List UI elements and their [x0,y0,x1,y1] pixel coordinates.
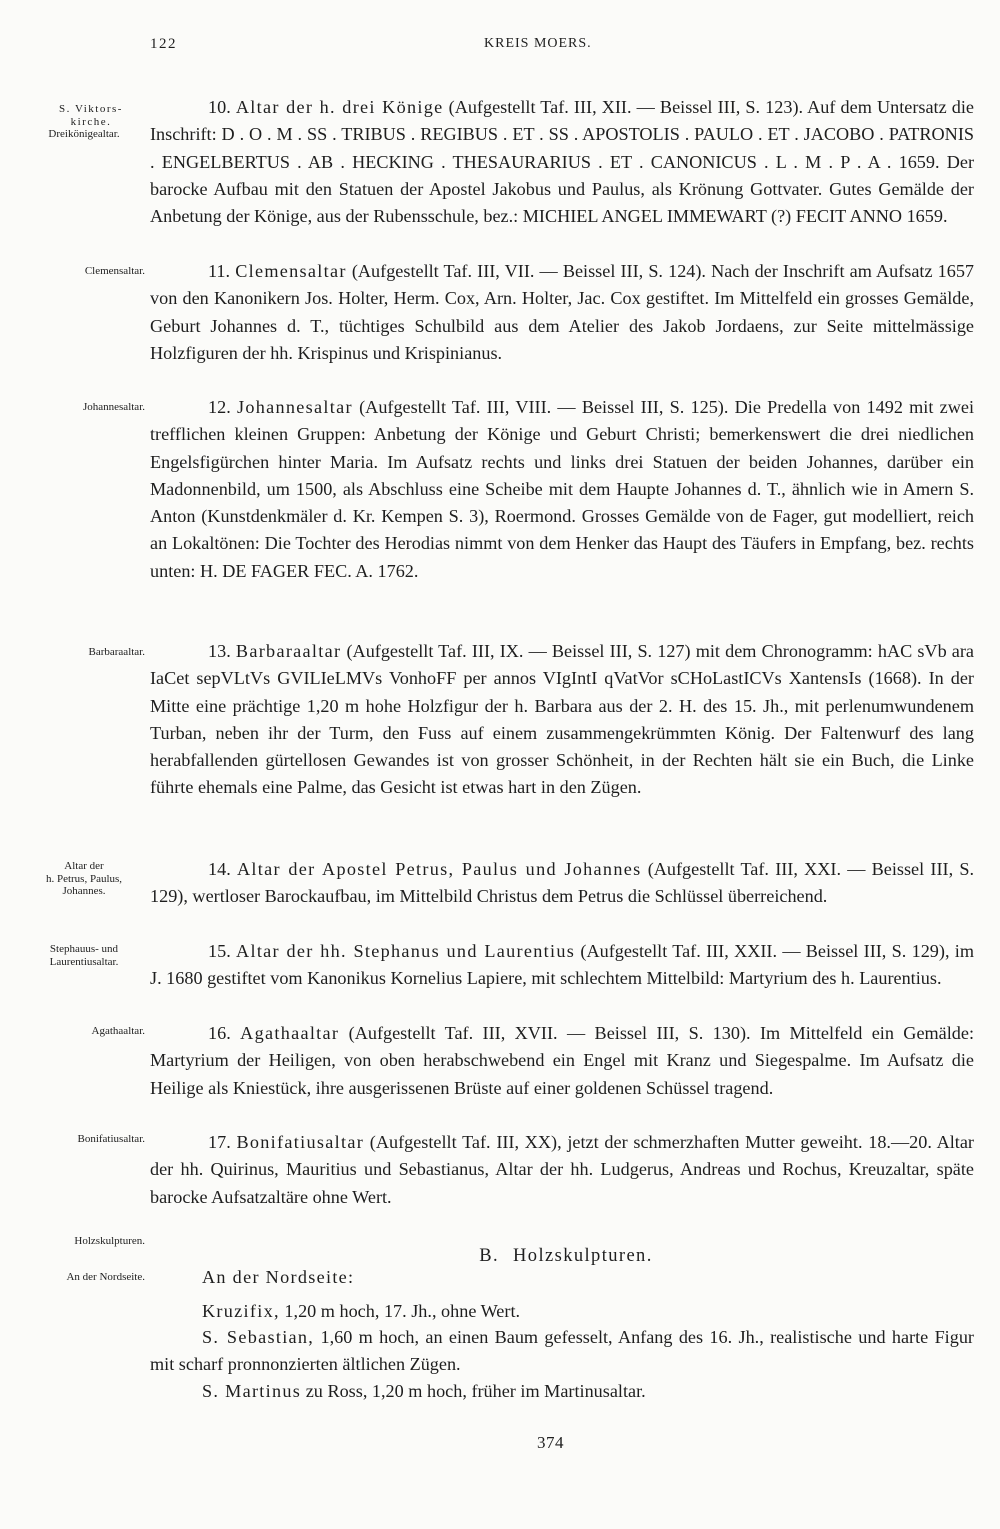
section-letter: B. [479,1246,500,1266]
page-number: 122 [150,36,177,52]
margin-note-nordseite: An der Nordseite. [66,1271,145,1283]
margin-note-johannesaltar: Johannesaltar. [82,401,145,413]
sub-entry-kruzifix: Kruzifix, 1,20 m hoch, 17. Jh., ohne Wert. [202,1301,521,1321]
entry-11: 11. Clemensaltar (Aufgestellt Taf. III, VII. — Beissel III, S. 124). Nach der Inschrift am Aufsatz 1657 von den Kanonikern Jos. Holter, Herm. Cox, Arn. Holter, Jac. Cox gestiftet. Im Mittelfeld ein grosses Gemälde, Geburt Johannes d. T., tüchtiges Schulbild aus dem Atelier des Jakob Jordaens, zur Seite mittelmässige Holzfiguren der hh. Krispinus und Krispinianus. [150,261,975,363]
margin-note-clemensaltar: Clemensaltar. [84,265,145,277]
section-title: Holzskulpturen. [513,1246,653,1266]
entry-12: 12. Johannesaltar (Aufgestellt Taf. III, VIII. — Beissel III, S. 125). Die Predella von 1492 mit zwei trefflichen kleinen Gruppen: Anbetung der Könige und Geburt Christi; bemerkenswert die drei niedlichen Engelsfigürchen hinter Maria. Im Aufsatz rechts und links drei Statuen der beiden Johannes, darüber ein Madonnenbild, um 1500, als Abschluss eine Scheibe mit dem Haupte Johannes d. T., ähnlich wie in Amern S. Anton (Kunstdenkmäler d. Kr. Kempen S. 3), Roermond. Grosses Gemälde von de Fager, gut modelliert, reich an Lokaltönen: Die Tochter des Herodias nimmt von dem Henker das Haupt des Täufers in Empfang, bez. rechts unten: H. DE FAGER FEC. A. 1762. [150,397,974,581]
footer-page-number: 374 [537,1433,564,1452]
running-header: KREIS MOERS. [484,36,592,51]
entry-16: 16. Agathaaltar (Aufgestellt Taf. III, XVII. — Beissel III, S. 130). Im Mittelfeld ein Gemälde: Martyrium der Heiligen, von oben herabschwebend ein Engel mit Kranz und Siegespalme. Im Aufsatz die Heilige als Kniestück, ihre ausgerissenen Brüste auf einer goldenen Schüssel tragend. [150,1023,975,1098]
margin-note-stephanusaltar: Stephauus- und Laurentiusaltar. [49,943,119,968]
margin-note-agathaaltar: Agathaaltar. [91,1025,145,1037]
margin-note-bonifatiusaltar: Bonifatiusaltar. [77,1133,145,1145]
entry-15: 15. Altar der hh. Stephanus und Laurentius (Aufgestellt Taf. III, XXII. — Beissel III, S. 129), im J. 1680 gestiftet vom Kanonikus Kornelius Lapiere, mit schlechtem Mittelbild: Martyrium des h. Laurentius. [150,941,975,989]
sub-entry-sebastian: S. Sebastian, 1,60 m hoch, an einen Baum gefesselt, Anfang des 16. Jh., realistische und harte Figur mit scharf pronnonzierten ältlichen Zügen. [150,1327,974,1375]
sub-entry-nordseite: An der Nordseite: [202,1267,355,1287]
entry-17: 17. Bonifatiusaltar (Aufgestellt Taf. III, XX), jetzt der schmerzhaften Mutter geweiht. 18.—20. Altar der hh. Quirinus, Mauritius und Sebastianus, Altar der hh. Ludgerus, Andreas und Rochus, Kreuzaltar, späte barocke Aufsatzaltäre ohne Wert. [150,1132,974,1207]
margin-note-holzskulpturen: Holzskulpturen. [74,1235,145,1247]
margin-note-viktorskirche: S. Viktors- kirche. Dreikönigealtar. [48,103,123,140]
entry-10: 10. Altar der h. drei Könige (Aufgestellt Taf. III, XII. — Beissel III, S. 123). Auf dem Untersatz die Inschrift: D . O . M . SS . TRIBUS . REGIBUS . ET . SS . APOSTOLIS . PAULO . ET . JACOBO . PATRONIS . ENGELBERTUS . AB . HECKING . THESAURARIUS . ET . CANONICUS . L . M . P . A . 1659. Der barocke Aufbau mit den Statuen der Apostel Jakobus und Paulus, als Krönung Gottvater. Gutes Gemälde der Anbetung der Könige, aus der Rubensschule, bez.: MICHIEL ANGEL IMMEWART (?) FECIT ANNO 1659. [150,97,974,227]
margin-note-petrus-altar: Altar der h. Petrus, Paulus, Johannes. [45,860,123,897]
sub-entry-martinus: S. Martinus zu Ross, 1,20 m hoch, früher im Martinusaltar. [202,1381,646,1401]
entry-14: 14. Altar der Apostel Petrus, Paulus und Johannes (Aufgestellt Taf. III, XXI. — Beissel III, S. 129), wertloser Barockaufbau, im Mittelbild Christus dem Petrus die Schlüssel überreichend. [150,859,975,907]
margin-note-barbaraaltar: Barbaraaltar. [88,646,145,658]
entry-13: 13. Barbaraaltar (Aufgestellt Taf. III, IX. — Beissel III, S. 127) mit dem Chronogramm: hAC sVb ara IaCet sepVLtVs GVILIeLMVs VonhoFF per annos VIgIntI qVatVor sCHoLastICVs XantensIs (1668). In der Mitte eine prächtige 1,20 m hohe Holzfigur der h. Barbara aus der 2. H. des 15. Jh., mit perlenumwundenem Turban, neben ihr der Turm, den Fuss auf einem zusammengekrümmten König. Der Faltenwurf des lang herabfallenden gürtellosen Gewandes ist von grosser Schönheit, in der Rechten hält sie ein Buch, die Linke führte ehemals eine Palme, das Gesicht ist etwas hart in den Zügen. [150,641,975,798]
